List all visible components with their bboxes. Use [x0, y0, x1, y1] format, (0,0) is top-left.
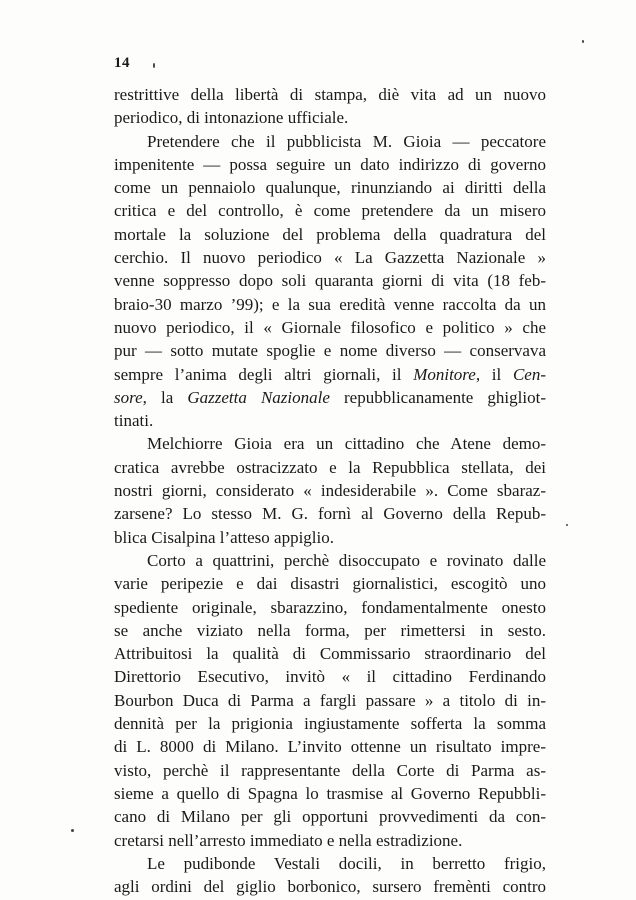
text-line: varie peripezie e dai disastri giornalistici, escogitò uno: [114, 574, 546, 594]
text-line: di L. 8000 di Milano. L’invito ottenne un risultato impre-: [114, 737, 546, 757]
text-line: venne soppresso dopo soli quaranta giorni di vita (18 feb-: [114, 271, 546, 291]
italic-title-gazzetta: Gazzetta Nazionale: [187, 387, 330, 407]
text-line: cretarsi nell’arresto immediato e nella estradizione.: [114, 830, 463, 850]
text-line: Bourbon Duca di Parma a fargli passare » a titolo di in-: [114, 690, 546, 710]
text-run: , il: [475, 364, 513, 384]
page-number: 14: [114, 55, 130, 71]
text-run: , la: [142, 387, 188, 407]
paragraph-start-line: Pretendere che il pubblicista M. Gioia — peccatore: [147, 131, 546, 151]
text-line: mortale la soluzione del problema della quadratura del: [114, 224, 546, 244]
text-line: se anche viziato nella forma, per rimettersi in sesto.: [114, 620, 546, 640]
text-line: dennità per la prigionia ingiustamente sofferta la somma: [114, 714, 546, 734]
text-line: cano di Milano per gli opportuni provvedimenti da con-: [114, 807, 546, 827]
print-speck: [582, 40, 584, 43]
paragraph-start-line: Corto a quattrini, perchè disoccupato e rovinato dalle: [147, 550, 546, 570]
text-line: [114, 363, 546, 386]
print-speck: [71, 829, 74, 832]
text-line: nostri giorni, considerato « indesiderabile ». Come sbaraz-: [114, 481, 546, 501]
text-line: pur — sotto mutate spoglie e nome diverso — conservava: [114, 341, 546, 361]
text-line: spediente originale, sbarazzino, fondamentalmente onesto: [114, 597, 546, 617]
text-line: come un pennaiolo qualunque, rinunziando ai diritti della: [114, 178, 546, 198]
text-line: [114, 386, 546, 409]
text-line: blica Cisalpina l’atteso appiglio.: [114, 527, 335, 547]
text-line: tinati.: [114, 411, 154, 431]
text-line: nuovo periodico, il « Giornale filosofico e politico » che: [114, 317, 546, 337]
text-line: zarsene? Lo stesso M. G. fornì al Governo della Repub-: [114, 504, 546, 524]
print-speck: [566, 524, 568, 526]
italic-title-censore-part: Cen-: [512, 364, 547, 384]
text-line: visto, perchè il rappresentante della Corte di Parma as-: [114, 760, 546, 780]
text-line: agli ordini del giglio borbonico, sursero fremènti contro: [114, 877, 546, 897]
italic-title-monitore: Monitore: [413, 364, 476, 384]
text-line: braio-30 marzo ’99); e la sua eredità venne raccolta da un: [114, 294, 546, 314]
text-line: Attribuitosi la qualità di Commissario straordinario del: [114, 644, 546, 664]
print-speck: [153, 63, 155, 68]
text-line: critica e del controllo, è come pretendere da un misero: [114, 201, 546, 221]
text-line: restrittive della libertà di stampa, diè vita ad un nuovo: [114, 85, 546, 104]
text-line: periodico, di intonazione ufficiale.: [114, 108, 349, 128]
body-text: [114, 83, 546, 898]
text-line: Direttorio Esecutivo, invitò « il cittadino Ferdinando: [114, 667, 546, 687]
paragraph-start-line: Le pudibonde Vestali docili, in berretto frigio,: [147, 853, 546, 873]
text-line: cerchio. Il nuovo periodico « La Gazzetta Nazionale »: [114, 248, 546, 268]
text-run: repubblicanamente ghigliot-: [329, 387, 546, 407]
text-line: sieme a quello di Spagna lo trasmise al Governo Repubbli-: [114, 783, 546, 803]
paragraph-start-line: Melchiorre Gioia era un cittadino che Atene demo-: [147, 434, 546, 454]
text-line: impenitente — possa seguire un dato indirizzo di governo: [114, 154, 546, 174]
text-line: cratica avrebbe ostracizzato e la Repubblica stellata, dei: [114, 457, 546, 477]
italic-title-censore-part: sore: [114, 387, 143, 407]
text-run: sempre l’anima degli altri giornali, il: [114, 364, 414, 384]
